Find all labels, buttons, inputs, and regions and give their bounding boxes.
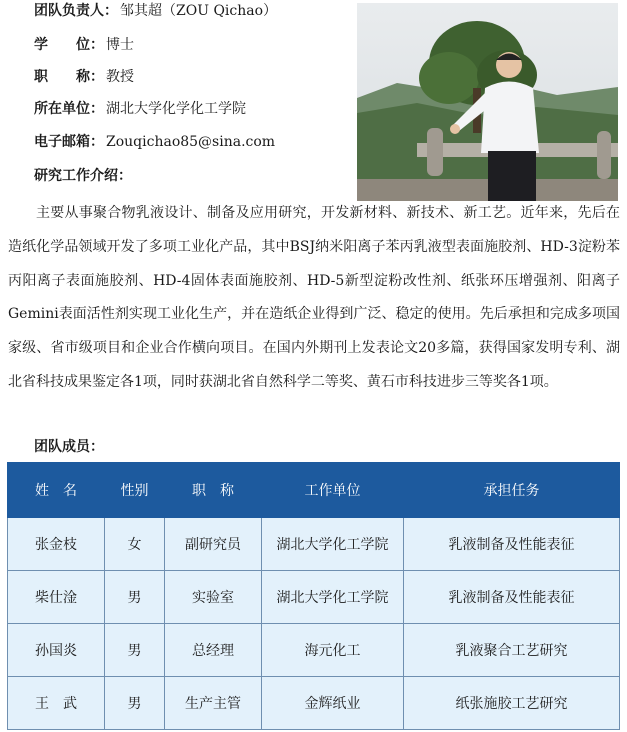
member-task: 乳液制备及性能表征 — [404, 518, 620, 571]
email-label: 电子邮箱： — [34, 134, 104, 150]
member-task: 乳液制备及性能表征 — [404, 571, 620, 624]
member-name: 孙国炎 — [8, 624, 105, 677]
table-row — [8, 677, 620, 730]
research-paragraph: 主要从事聚合物乳液设计、制备及应用研究，开发新材料、新技术、新工艺。近年来，先后在造纸化学品领域开发了多项工业化产品，其中BSJ纳米阳离子苯丙乳液型表面施胶剂、HD-3淀粉苯丙阳离子表面施胶剂、HD-4固体表面施胶剂、HD-5新型淀粉改性剂、纸张环压增强剂、阳离子Gemini表面活性剂实现工业化生产，并在造纸企业得到广泛、稳定的使用。先后承担和完成多项国家级、省市级项目和企业合作横向项目。在国内外期刊上发表论文20多篇，获得国家发明专利、湖北省科技成果鉴定各1项，同时获湖北省自然科学二等奖、黄石市科技进步三等奖各1项。 — [8, 205, 620, 390]
email-value[interactable]: Zouqichao85@sina.com — [106, 134, 276, 150]
member-gender: 男 — [105, 571, 165, 624]
member-name: 王 武 — [8, 677, 105, 730]
member-unit: 湖北大学化工学院 — [262, 518, 404, 571]
leader-value: 邹其超（ZOU Qichao） — [120, 3, 278, 19]
member-name: 张金枝 — [8, 518, 105, 571]
member-unit: 湖北大学化工学院 — [262, 571, 404, 624]
member-task: 乳液聚合工艺研究 — [404, 624, 620, 677]
info-title — [34, 67, 134, 87]
research-intro — [8, 197, 620, 400]
research-heading: 研究工作介绍： — [34, 168, 132, 184]
members-heading: 团队成员： — [34, 439, 104, 455]
member-gender: 男 — [105, 677, 165, 730]
degree-value: 博士 — [106, 37, 134, 53]
table-row — [8, 624, 620, 677]
info-unit — [34, 99, 246, 119]
member-gender: 男 — [105, 624, 165, 677]
member-gender: 女 — [105, 518, 165, 571]
table-header-row — [8, 463, 620, 518]
leader-photo — [357, 3, 618, 201]
col-title-header: 职 称 — [165, 463, 262, 518]
degree-label: 学 位： — [34, 37, 104, 53]
member-name: 柴仕淦 — [8, 571, 105, 624]
unit-label: 所在单位： — [34, 101, 104, 117]
member-title: 实验室 — [165, 571, 262, 624]
info-leader — [34, 1, 277, 21]
col-gender-header: 性别 — [105, 463, 165, 518]
table-row — [8, 571, 620, 624]
member-title: 副研究员 — [165, 518, 262, 571]
member-title: 总经理 — [165, 624, 262, 677]
info-degree — [34, 35, 134, 55]
table-row — [8, 518, 620, 571]
member-unit: 海元化工 — [262, 624, 404, 677]
info-email — [34, 132, 275, 152]
member-unit: 金辉纸业 — [262, 677, 404, 730]
title-label: 职 称： — [34, 69, 104, 85]
col-task-header: 承担任务 — [404, 463, 620, 518]
title-value: 教授 — [106, 69, 134, 85]
col-name-header: 姓 名 — [8, 463, 105, 518]
member-title: 生产主管 — [165, 677, 262, 730]
col-unit-header: 工作单位 — [262, 463, 404, 518]
member-task: 纸张施胶工艺研究 — [404, 677, 620, 730]
leader-label: 团队负责人： — [34, 3, 118, 19]
members-table — [7, 462, 620, 730]
unit-value: 湖北大学化学化工学院 — [106, 101, 246, 117]
